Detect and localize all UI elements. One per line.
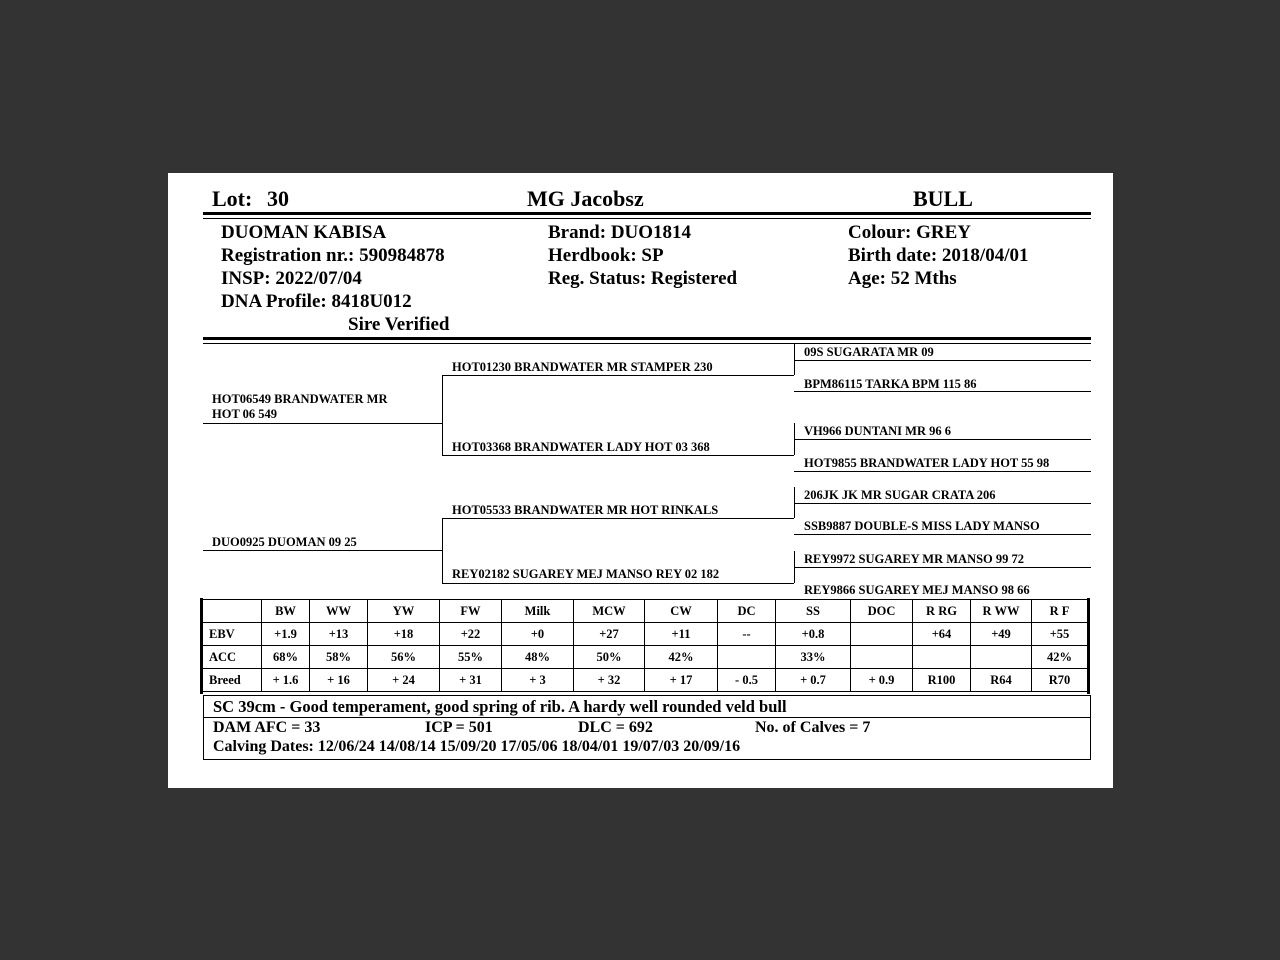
ebv-cell xyxy=(851,646,913,669)
ebv-cell: R100 xyxy=(913,669,971,692)
ebv-row xyxy=(203,646,1088,669)
pedigree-ggp-5: 206JK JK MR SUGAR CRATA 206 xyxy=(804,488,996,502)
ebv-cell: 56% xyxy=(368,646,440,669)
comment-box: SC 39cm - Good temperament, good spring of rib. A hardy well rounded veld bull xyxy=(203,695,1091,718)
calving-dates: Calving Dates: 12/06/24 14/08/14 15/09/20 17/05/06 18/04/01 19/07/03 20/09/16 xyxy=(213,738,741,755)
animal-name: DUOMAN KABISA xyxy=(221,222,387,243)
herdbook: Herdbook: SP xyxy=(548,245,664,266)
pedigree-ggp-4: HOT9855 BRANDWATER LADY HOT 55 98 xyxy=(804,456,1050,470)
ggp-1-line xyxy=(794,360,1091,361)
ebv-header-cell: DC xyxy=(718,600,776,623)
dam-dam-line xyxy=(442,583,794,584)
birth-date: Birth date: 2018/04/01 xyxy=(848,245,1029,266)
dam-afc: DAM AFC = 33 xyxy=(213,719,321,736)
ebv-cell: + 24 xyxy=(368,669,440,692)
age: Age: 52 Mths xyxy=(848,268,957,289)
sire-bracket xyxy=(442,375,443,455)
lot-number: 30 xyxy=(267,186,289,211)
ebv-cell: 68% xyxy=(262,646,310,669)
pedigree-sire-line1: HOT06549 BRANDWATER MR xyxy=(212,392,388,406)
dam-bracket xyxy=(442,518,443,584)
pedigree-ggp-6: SSB9887 DOUBLE-S MISS LADY MANSO xyxy=(804,519,1040,533)
pedigree-dam-dam: REY02182 SUGAREY MEJ MANSO REY 02 182 xyxy=(452,567,720,581)
ebv-header-cell xyxy=(203,600,262,623)
ebv-header-cell: R RG xyxy=(913,600,971,623)
ebv-row-label: ACC xyxy=(203,646,262,669)
ebv-cell xyxy=(718,646,776,669)
info-rule-thin xyxy=(203,343,1091,344)
ebv-cell: 58% xyxy=(310,646,368,669)
ebv-cell: R64 xyxy=(971,669,1032,692)
ebv-cell: - 0.5 xyxy=(718,669,776,692)
ebv-cell: + 17 xyxy=(645,669,718,692)
ggp-7-line xyxy=(794,567,1091,568)
ebv-cell: +55 xyxy=(1032,623,1088,646)
ebv-header-cell: DOC xyxy=(851,600,913,623)
ebv-cell: -- xyxy=(718,623,776,646)
ebv-row-label: EBV xyxy=(203,623,262,646)
header-rule-thin xyxy=(203,218,1091,219)
ebv-cell: + 16 xyxy=(310,669,368,692)
ebv-header-cell: YW xyxy=(368,600,440,623)
ebv-cell: 42% xyxy=(645,646,718,669)
ebv-cell: R70 xyxy=(1032,669,1088,692)
ebv-cell: +18 xyxy=(368,623,440,646)
info-rule-thick xyxy=(203,337,1091,340)
colour: Colour: GREY xyxy=(848,222,971,243)
dam-info-box xyxy=(203,718,1091,760)
animal-info-middle xyxy=(548,221,737,290)
ebv-cell: + 1.6 xyxy=(262,669,310,692)
sire-verified: Sire Verified xyxy=(348,314,450,335)
ebv-cell: 55% xyxy=(440,646,502,669)
ss-bracket xyxy=(794,343,795,375)
pedigree-ggp-2: BPM86115 TARKA BPM 115 86 xyxy=(804,377,977,391)
dam-icp: ICP = 501 xyxy=(425,719,493,736)
ebv-header-row xyxy=(203,600,1088,623)
ebv-cell xyxy=(851,623,913,646)
ebv-cell: + 0.9 xyxy=(851,669,913,692)
pedigree-sire xyxy=(212,392,387,422)
ebv-cell: + 0.7 xyxy=(776,669,851,692)
ggp-6-line xyxy=(794,534,1091,535)
ggp-5-line xyxy=(794,503,1091,504)
ebv-header-cell: FW xyxy=(440,600,502,623)
dam-dlc: DLC = 692 xyxy=(578,719,653,736)
ebv-row-label: Breed xyxy=(203,669,262,692)
ebv-cell: +1.9 xyxy=(262,623,310,646)
ebv-header-cell: BW xyxy=(262,600,310,623)
ebv-cell: + 32 xyxy=(574,669,645,692)
pedigree-ggp-3: VH966 DUNTANI MR 96 6 xyxy=(804,424,951,438)
lot-card xyxy=(168,173,1113,788)
ebv-cell: +11 xyxy=(645,623,718,646)
ebv-header-cell: MCW xyxy=(574,600,645,623)
brand: Brand: DUO1814 xyxy=(548,222,692,243)
ebv-cell xyxy=(971,646,1032,669)
ebv-table xyxy=(202,599,1088,692)
dam-line xyxy=(203,550,443,551)
ebv-row xyxy=(203,669,1088,692)
pedigree-sire-sire: HOT01230 BRANDWATER MR STAMPER 230 xyxy=(452,360,713,374)
ebv-cell: +64 xyxy=(913,623,971,646)
reg-status: Reg. Status: Registered xyxy=(548,268,738,289)
header-rule-thick xyxy=(203,212,1091,215)
animal-info-left xyxy=(221,221,450,336)
pedigree-dam: DUO0925 DUOMAN 09 25 xyxy=(212,535,357,549)
pedigree-dam-sire: HOT05533 BRANDWATER MR HOT RINKALS xyxy=(452,503,719,517)
sire-dam-line xyxy=(442,455,794,456)
ebv-cell: +27 xyxy=(574,623,645,646)
ebv-cell: + 3 xyxy=(502,669,574,692)
ebv-header-cell: Milk xyxy=(502,600,574,623)
pedigree-sire-line2: HOT 06 549 xyxy=(212,407,278,421)
ebv-cell: +13 xyxy=(310,623,368,646)
ebv-header-cell: R WW xyxy=(971,600,1032,623)
ebv-cell: + 31 xyxy=(440,669,502,692)
ebv-cell: 42% xyxy=(1032,646,1088,669)
ebv-cell: +0 xyxy=(502,623,574,646)
registration-number: Registration nr.: 590984878 xyxy=(221,245,445,266)
ebv-header-cell: SS xyxy=(776,600,851,623)
inspection-date: INSP: 2022/07/04 xyxy=(221,268,362,289)
ggp-4-line xyxy=(794,471,1091,472)
dam-no-of-calves: No. of Calves = 7 xyxy=(755,719,871,736)
ebv-cell: +0.8 xyxy=(776,623,851,646)
ebv-row xyxy=(203,623,1088,646)
sire-sire-line xyxy=(442,375,794,376)
dna-profile: DNA Profile: 8418U012 xyxy=(221,291,412,312)
lot-label: Lot: xyxy=(212,186,253,211)
pedigree-ggp-8: REY9866 SUGAREY MEJ MANSO 98 66 xyxy=(804,583,1030,597)
pedigree-sire-dam: HOT03368 BRANDWATER LADY HOT 03 368 xyxy=(452,440,710,454)
ebv-cell: 50% xyxy=(574,646,645,669)
animal-sex: BULL xyxy=(913,186,973,211)
sire-line xyxy=(203,423,443,424)
ebv-cell: +49 xyxy=(971,623,1032,646)
pedigree-ggp-7: REY9972 SUGAREY MR MANSO 99 72 xyxy=(804,552,1025,566)
ebv-cell: 33% xyxy=(776,646,851,669)
ebv-cell xyxy=(913,646,971,669)
pedigree-ggp-1: 09S SUGARATA MR 09 xyxy=(804,345,934,359)
ebv-cell: +22 xyxy=(440,623,502,646)
ebv-header-cell: CW xyxy=(645,600,718,623)
dam-sire-line xyxy=(442,518,794,519)
ebv-header-cell: WW xyxy=(310,600,368,623)
ggp-2-line xyxy=(794,391,1091,392)
animal-info-right xyxy=(848,221,1029,290)
breeder-name: MG Jacobsz xyxy=(527,186,644,211)
ebv-header-cell: R F xyxy=(1032,600,1088,623)
ggp-3-line xyxy=(794,439,1091,440)
ebv-cell: 48% xyxy=(502,646,574,669)
